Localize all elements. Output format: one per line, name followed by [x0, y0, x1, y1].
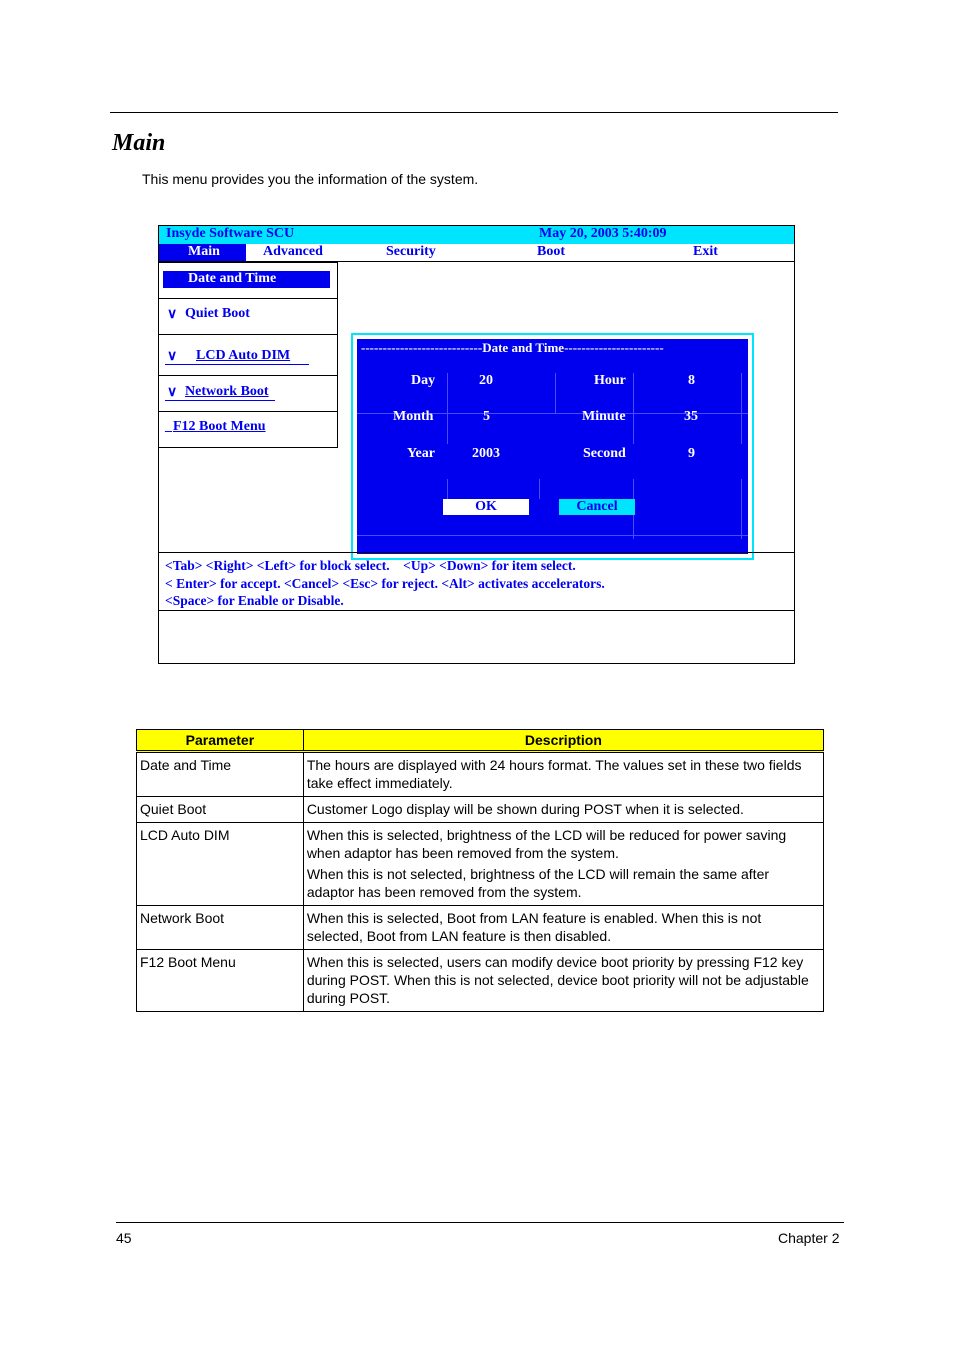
tab-boot[interactable]: Boot — [537, 244, 565, 259]
item-lcd-auto-dim[interactable] — [159, 335, 337, 376]
desc-cell — [303, 752, 823, 797]
month-label: Month — [393, 409, 434, 424]
chapter-label: Chapter 2 — [778, 1230, 840, 1246]
desc-text: When this is selected, users can modify device boot priority by pressing F12 key during POST. When this is not selected, device boot priority will not be adjustable during POST. — [306, 954, 809, 1006]
table-row — [137, 823, 824, 906]
table-row — [137, 752, 824, 797]
item-date-and-time[interactable] — [159, 263, 337, 299]
status-separator — [159, 610, 794, 611]
second-value[interactable]: 9 — [688, 446, 695, 461]
parameter-table — [136, 729, 824, 1012]
desc-cell — [303, 950, 823, 1012]
desc-text: When this is not selected, brightness of the LCD will remain the same after adaptor has been removed from the system. — [306, 866, 770, 900]
day-label: Day — [411, 373, 436, 388]
desc-text: Customer Logo display will be shown during POST when it is selected. — [306, 801, 744, 817]
hour-value[interactable]: 8 — [688, 373, 695, 388]
item-date-and-time-label: Date and Time — [188, 271, 277, 286]
bios-title-bar — [159, 226, 794, 244]
help-line-1: <Tab> <Right> <Left> for block select. <Up> <Down> for item select. — [165, 558, 576, 573]
tab-exit[interactable]: Exit — [693, 244, 718, 259]
tab-advanced[interactable]: Advanced — [263, 244, 323, 259]
tab-main-label: Main — [188, 244, 220, 259]
grid-line — [633, 414, 634, 444]
item-network-boot-label: Network Boot — [185, 384, 269, 399]
grid-line — [741, 373, 742, 413]
month-value[interactable]: 5 — [483, 409, 490, 424]
tab-security[interactable]: Security — [386, 244, 436, 259]
page-title: Main — [112, 130, 166, 156]
param-cell: Date and Time — [137, 752, 304, 797]
bios-item-panel — [159, 262, 338, 448]
check-icon: ∨ — [167, 385, 178, 400]
ok-button[interactable]: OK — [443, 499, 529, 515]
param-cell: F12 Boot Menu — [137, 950, 304, 1012]
date-time-dialog-body — [357, 339, 748, 554]
table-header-row — [137, 730, 824, 752]
bios-app-title: Insyde Software SCU — [166, 226, 295, 241]
item-underline — [165, 364, 309, 365]
grid-line — [741, 414, 742, 444]
grid-line — [633, 373, 634, 413]
grid-line — [357, 535, 748, 536]
desc-text: When this is selected, brightness of the LCD will be reduced for power saving when adaptor has been removed from the system. — [306, 827, 787, 861]
date-time-dialog — [351, 333, 754, 560]
grid-line — [447, 479, 448, 499]
cancel-button[interactable]: Cancel — [559, 499, 635, 515]
second-label: Second — [583, 446, 626, 461]
intro-text: This menu provides you the information of the system. — [142, 171, 479, 187]
dialog-title: ----------------------------Date and Time----------------------- — [361, 340, 664, 355]
check-icon: _ — [165, 419, 172, 434]
day-value[interactable]: 20 — [479, 373, 493, 388]
item-underline — [165, 400, 275, 401]
grid-line — [555, 373, 556, 413]
desc-text: When this is selected, Boot from LAN feature is enabled. When this is not selected, Boot from LAN feature is then disabled. — [306, 910, 762, 944]
bios-menu-bar — [159, 244, 794, 262]
check-icon: ∨ — [167, 349, 178, 364]
grid-line — [447, 373, 448, 413]
bios-datetime: May 20, 2003 5:40:09 — [539, 226, 667, 241]
table-row — [137, 906, 824, 950]
hour-label: Hour — [594, 373, 626, 388]
item-f12-boot-menu-label: F12 Boot Menu — [173, 419, 266, 434]
grid-line — [539, 479, 540, 499]
check-icon: ∨ — [167, 307, 178, 322]
desc-cell — [303, 797, 823, 823]
minute-value[interactable]: 35 — [684, 409, 698, 424]
item-quiet-boot-label: Quiet Boot — [185, 306, 250, 321]
help-separator — [159, 552, 794, 553]
help-line-3: <Space> for Enable or Disable. — [165, 593, 344, 608]
desc-text: The hours are displayed with 24 hours format. The values set in these two fields take effect immediately. — [306, 757, 802, 791]
param-cell: LCD Auto DIM — [137, 823, 304, 906]
item-network-boot[interactable] — [159, 376, 337, 412]
page-number: 45 — [116, 1230, 132, 1246]
param-cell: Network Boot — [137, 906, 304, 950]
header-description: Description — [303, 730, 823, 752]
desc-cell — [303, 906, 823, 950]
desc-cell — [303, 823, 823, 906]
item-lcd-auto-dim-label: LCD Auto DIM — [196, 348, 291, 363]
header-parameter: Parameter — [137, 730, 304, 752]
minute-label: Minute — [582, 409, 626, 424]
tab-main[interactable] — [159, 244, 246, 261]
year-value[interactable]: 2003 — [472, 446, 500, 461]
footer-rule — [116, 1222, 844, 1223]
grid-line — [447, 414, 448, 444]
bios-screen — [158, 225, 795, 664]
grid-line — [741, 479, 742, 539]
table-row — [137, 797, 824, 823]
year-label: Year — [407, 446, 435, 461]
item-f12-boot-menu[interactable] — [159, 412, 337, 447]
help-line-2: < Enter> for accept. <Cancel> <Esc> for reject. <Alt> activates accelerators. — [165, 576, 605, 591]
header-rule — [110, 112, 838, 113]
table-row — [137, 950, 824, 1012]
param-cell: Quiet Boot — [137, 797, 304, 823]
item-quiet-boot[interactable] — [159, 299, 337, 335]
